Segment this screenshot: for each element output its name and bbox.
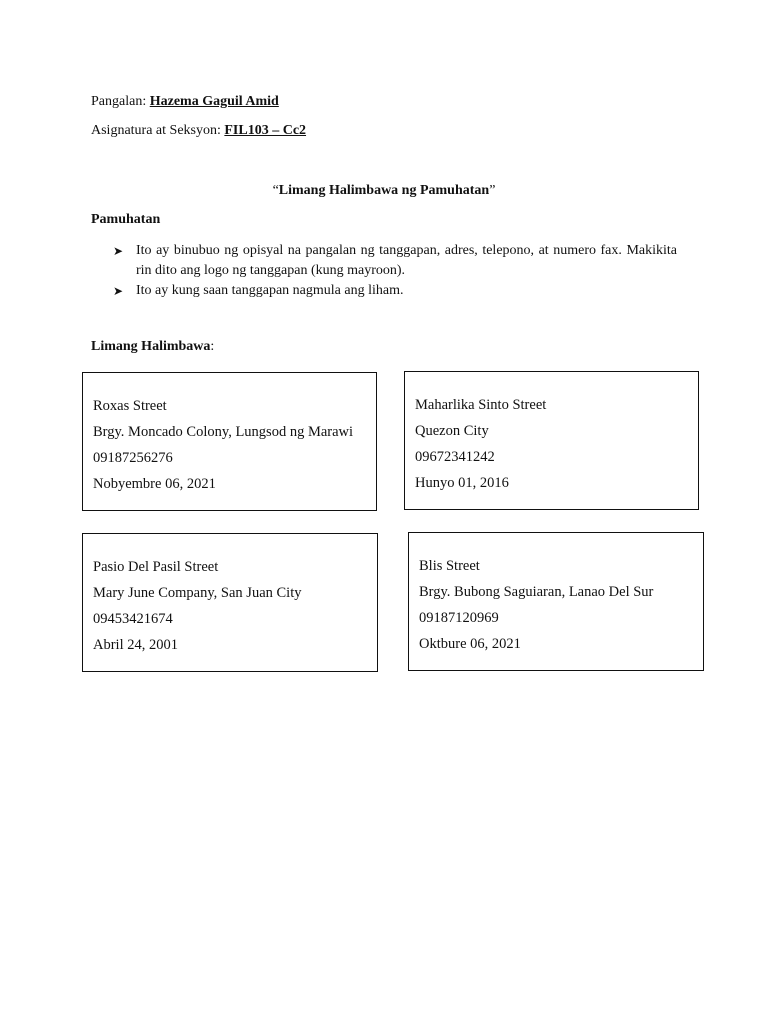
card-location: Mary June Company, San Juan City bbox=[93, 585, 302, 601]
card-location: Brgy. Bubong Saguiaran, Lanao Del Sur bbox=[419, 584, 654, 600]
title-close-quote: ” bbox=[489, 183, 496, 198]
card-date: Oktbure 06, 2021 bbox=[419, 636, 521, 652]
card-phone: 09187256276 bbox=[93, 450, 173, 466]
arrowhead-bullet-icon: ➤ bbox=[113, 244, 124, 258]
title-text: Limang Halimbawa ng Pamuhatan bbox=[278, 183, 490, 198]
card-street: Blis Street bbox=[419, 558, 480, 574]
bullet-text: Ito ay kung saan tanggapan nagmula ang liham. bbox=[136, 283, 404, 298]
pamuhatan-bullet-list bbox=[113, 241, 677, 301]
card-phone: 09672341242 bbox=[415, 449, 495, 465]
card-location: Quezon City bbox=[415, 423, 489, 439]
card-phone: 09187120969 bbox=[419, 610, 499, 626]
section-value: FIL103 – Cc2 bbox=[224, 123, 307, 138]
letterhead-example-card bbox=[82, 372, 377, 511]
card-location: Brgy. Moncado Colony, Lungsod ng Marawi bbox=[93, 424, 354, 440]
section-line bbox=[91, 123, 306, 139]
letterhead-example-card bbox=[408, 532, 704, 671]
card-street: Pasio Del Pasil Street bbox=[93, 559, 219, 575]
card-phone: 09453421674 bbox=[93, 611, 173, 627]
document-title bbox=[0, 183, 768, 199]
title-open-quote: “ bbox=[272, 183, 279, 198]
name-label: Pangalan: bbox=[91, 94, 147, 109]
bullet-item bbox=[113, 281, 677, 301]
card-date: Nobyembre 06, 2021 bbox=[93, 476, 216, 492]
card-date: Hunyo 01, 2016 bbox=[415, 475, 509, 491]
pamuhatan-heading: Pamuhatan bbox=[91, 212, 161, 227]
letterhead-example-card bbox=[82, 533, 378, 672]
card-date: Abril 24, 2001 bbox=[93, 637, 178, 653]
examples-heading bbox=[91, 339, 214, 355]
name-line bbox=[91, 94, 279, 110]
card-street: Maharlika Sinto Street bbox=[415, 397, 547, 413]
examples-heading-text: Limang Halimbawa bbox=[91, 339, 211, 354]
card-street: Roxas Street bbox=[93, 398, 167, 414]
letterhead-example-card bbox=[404, 371, 699, 510]
examples-heading-colon: : bbox=[210, 339, 215, 354]
student-name: Hazema Gaguil Amid bbox=[149, 94, 279, 109]
bullet-item bbox=[113, 241, 677, 281]
arrowhead-bullet-icon: ➤ bbox=[113, 284, 124, 298]
bullet-text: Ito ay binubuo ng opisyal na pangalan ng tanggapan, adres, telepono, at numero fax. Makikita rin dito ang logo ng tanggapan (kung mayroon). bbox=[136, 243, 677, 278]
section-label: Asignatura at Seksyon: bbox=[91, 123, 221, 138]
